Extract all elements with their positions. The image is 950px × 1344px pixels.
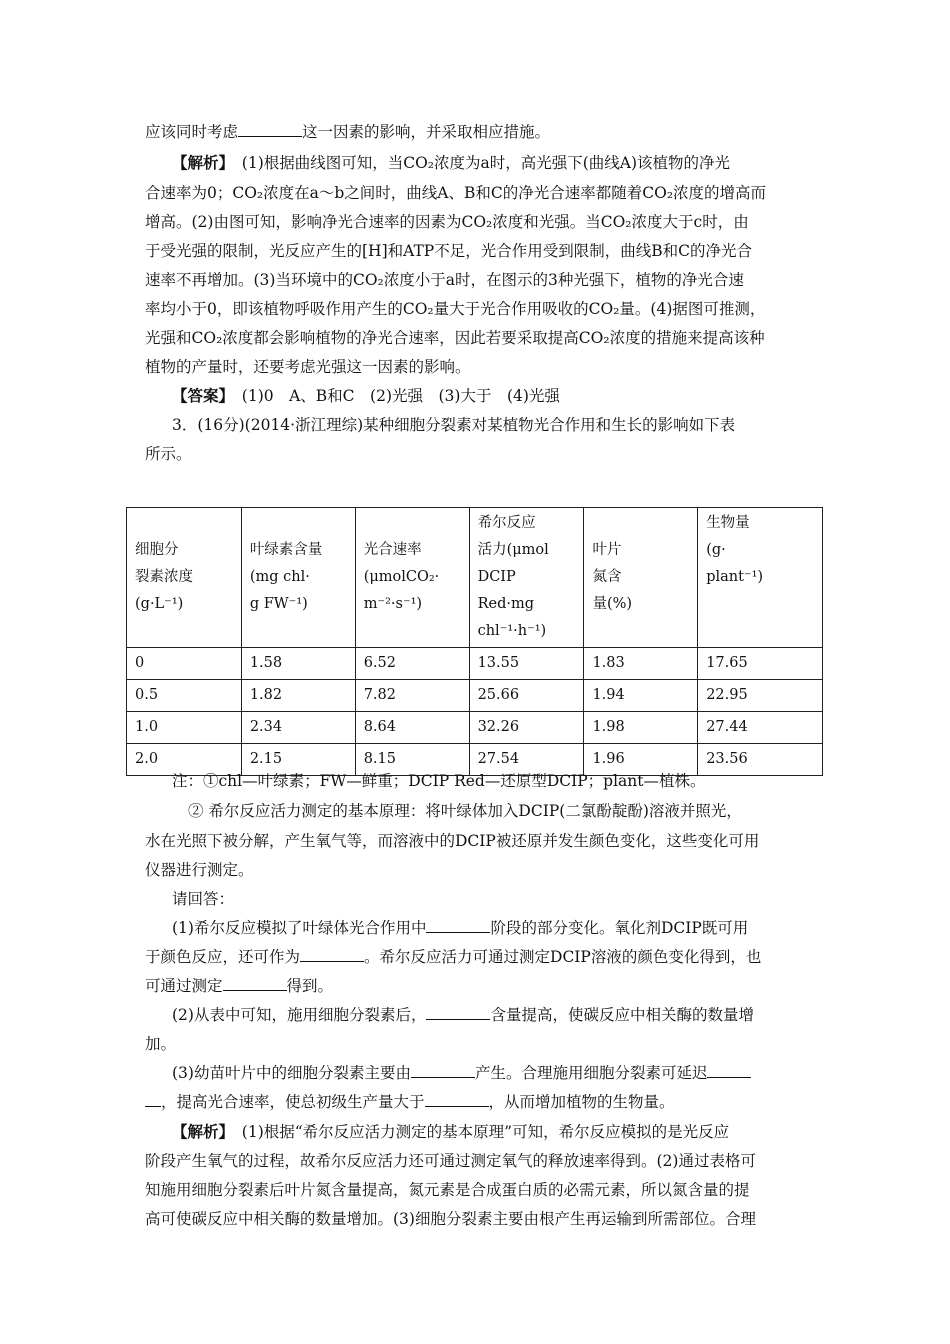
table-cell: 1.82 — [241, 680, 355, 712]
q1-line-2 — [145, 947, 805, 967]
analysis1-text: (1)根据曲线图可知，当CO₂浓度为a时，高光强下(曲线A)该植物的净光 — [241, 154, 731, 172]
table-cell: 32.26 — [469, 712, 584, 744]
question3-line-1: 3．(16分)(2014·浙江理综)某种细胞分裂素对某植物光合作用和生长的影响如下表 — [172, 416, 736, 434]
table-cell: 1.83 — [584, 648, 698, 680]
answer-blank — [223, 976, 287, 991]
header-text: 裂素浓度 — [135, 569, 193, 585]
q1-line-1 — [172, 918, 832, 938]
table-cell: 1.58 — [241, 648, 355, 680]
q3-text: 产生。合理施用细胞分裂素可延迟 — [474, 1064, 708, 1082]
q1-text: 。希尔反应活力可通过测定DCIP溶液的颜色变化得到，也 — [364, 948, 762, 966]
table-cell: 7.82 — [355, 680, 469, 712]
q3-line-2 — [145, 1092, 805, 1112]
answer-blank — [411, 1063, 475, 1078]
intro-line — [145, 122, 805, 142]
table-cell: 2.15 — [241, 744, 355, 776]
header-text: plant⁻¹) — [706, 569, 764, 585]
q1-line-3 — [145, 976, 805, 996]
header-biomass — [698, 508, 823, 648]
header-text: 希尔反应 — [477, 515, 536, 531]
analysis1-line-7: 光强和CO₂浓度都会影响植物的净光合速率，因此若要采取提高CO₂浓度的措施来提高该种 — [145, 329, 765, 347]
intro-text-1: 应该同时考虑 — [145, 123, 239, 141]
analysis1-line-8: 植物的产量时，还要考虑光强这一因素的影响。 — [145, 358, 471, 376]
q2-line-1 — [172, 1005, 832, 1025]
table-cell: 1.96 — [584, 744, 698, 776]
q1-text: 阶段的部分变化。氧化剂DCIP既可用 — [490, 919, 749, 937]
header-text: 生物量 — [706, 515, 750, 531]
header-concentration — [127, 508, 242, 648]
header-nitrogen — [584, 508, 698, 648]
header-photosynthesis-rate — [355, 508, 469, 648]
answer-blank — [426, 1005, 490, 1020]
header-text: 氮含 — [592, 569, 622, 585]
header-text: Red·mg — [477, 596, 534, 612]
table-cell: 1.94 — [584, 680, 698, 712]
table-cell: 22.95 — [698, 680, 823, 712]
table-cell: 6.52 — [355, 648, 469, 680]
analysis2-line-1 — [172, 1122, 832, 1142]
analysis1-line-5: 速率不再增加。(3)当环境中的CO₂浓度小于a时，在图示的3种光强下，植物的净光合速 — [145, 271, 744, 289]
header-text: g FW⁻¹) — [249, 596, 308, 612]
header-text: 量(%) — [592, 596, 633, 612]
answer1-line — [172, 386, 832, 406]
header-text: chl⁻¹·h⁻¹) — [477, 623, 547, 639]
q2-line-2: 加。 — [145, 1035, 177, 1053]
note-line-3: 水在光照下被分解，产生氧气等，而溶液中的DCIP被还原并发生颜色变化，这些变化可用 — [145, 832, 760, 850]
header-text: 活力(μmol — [477, 542, 549, 558]
answer-blank — [238, 122, 302, 137]
header-text: m⁻²·s⁻¹) — [363, 596, 423, 612]
table-cell: 0 — [127, 648, 242, 680]
header-chlorophyll — [241, 508, 355, 648]
q3-text: (3)幼苗叶片中的细胞分裂素主要由 — [172, 1064, 411, 1082]
answer-blank — [426, 918, 490, 933]
q1-text: 可通过测定 — [145, 977, 223, 995]
header-text: (g· — [706, 542, 726, 558]
table-cell: 25.66 — [469, 680, 584, 712]
note-line-4: 仪器进行测定。 — [145, 861, 254, 879]
table-cell: 0.5 — [127, 680, 242, 712]
prompt-line: 请回答： — [172, 890, 235, 908]
table-cell: 1.0 — [127, 712, 242, 744]
q3-text: ，从而增加植物的生物量。 — [488, 1093, 675, 1111]
table-cell: 27.54 — [469, 744, 584, 776]
table-cell: 8.64 — [355, 712, 469, 744]
table-cell: 27.44 — [698, 712, 823, 744]
table-row — [127, 680, 823, 712]
table-cell: 23.56 — [698, 744, 823, 776]
table-cell: 1.98 — [584, 712, 698, 744]
analysis2-text: (1)根据“希尔反应活力测定的基本原理”可知，希尔反应模拟的是光反应 — [241, 1123, 730, 1141]
analysis2-line-4: 高可使碳反应中相关酶的数量增加。(3)细胞分裂素主要由根产生再运输到所需部位。合理 — [145, 1210, 756, 1228]
header-text: (g·L⁻¹) — [135, 596, 184, 612]
header-text: (μmolCO₂· — [363, 569, 440, 585]
analysis1-line-6: 率均小于0，即该植物呼吸作用产生的CO₂量大于光合作用吸收的CO₂量。(4)据图可推测， — [145, 300, 766, 318]
q1-text: 得到。 — [286, 977, 334, 995]
analysis-tag: 【解析】 — [172, 1122, 227, 1141]
question3-line-2: 所示。 — [145, 445, 192, 463]
analysis2-line-2: 阶段产生氧气的过程，故希尔反应活力还可通过测定氧气的释放速率得到。(2)通过表格可 — [145, 1152, 756, 1170]
header-text: 光合速率 — [363, 542, 422, 558]
analysis1-line-3: 增高。(2)由图可知，影响净光合速率的因素为CO₂浓度和光强。当CO₂浓度大于c时，由 — [145, 213, 749, 231]
analysis1-line-1 — [172, 153, 832, 173]
answer-blank — [300, 947, 364, 962]
answer1-text: (1)0 A、B和C (2)光强 (3)大于 (4)光强 — [241, 387, 560, 405]
q1-text: 于颜色反应，还可作为 — [145, 948, 301, 966]
data-table — [126, 507, 823, 776]
header-text: 细胞分 — [135, 542, 179, 558]
header-text: 叶片 — [592, 542, 622, 558]
header-hill-activity — [469, 508, 584, 648]
q2-text: 含量提高，使碳反应中相关酶的数量增 — [490, 1006, 754, 1024]
answer-blank — [425, 1092, 489, 1107]
analysis-tag: 【解析】 — [172, 153, 227, 172]
table-row — [127, 712, 823, 744]
q3-text: ，提高光合速率，使总初级生产量大于 — [161, 1093, 425, 1111]
table-cell: 2.0 — [127, 744, 242, 776]
table-cell: 17.65 — [698, 648, 823, 680]
intro-text-2: 这一因素的影响，并采取相应措施。 — [302, 123, 551, 141]
answer-blank — [707, 1063, 751, 1078]
header-text: 叶绿素含量 — [249, 542, 323, 558]
analysis1-line-2: 合速率为0；CO₂浓度在a～b之间时，曲线A、B和C的净光合速率都随着CO₂浓度的增高而 — [145, 184, 767, 202]
table-cell: 2.34 — [241, 712, 355, 744]
table-cell: 8.15 — [355, 744, 469, 776]
table-row — [127, 648, 823, 680]
analysis1-line-4: 于受光强的限制，光反应产生的[H]和ATP不足，光合作用受到限制，曲线B和C的净光合 — [145, 242, 752, 260]
q1-text: (1)希尔反应模拟了叶绿体光合作用中 — [172, 919, 427, 937]
q3-line-1 — [172, 1063, 832, 1083]
header-text: (mg chl· — [249, 569, 310, 585]
q2-text: (2)从表中可知，施用细胞分裂素后， — [172, 1006, 427, 1024]
note-line-1: 注：①chl—叶绿素；FW—鲜重；DCIP Red—还原型DCIP；plant—植株。 — [172, 772, 706, 790]
answer-blank — [145, 1092, 161, 1107]
table-cell: 13.55 — [469, 648, 584, 680]
note-line-2: ② 希尔反应活力测定的基本原理：将叶绿体加入DCIP(二氯酚靛酚)溶液并照光， — [188, 802, 742, 820]
table-header-row — [127, 508, 823, 648]
answer-tag: 【答案】 — [172, 386, 227, 405]
analysis2-line-3: 知施用细胞分裂素后叶片氮含量提高，氮元素是合成蛋白质的必需元素，所以氮含量的提 — [145, 1181, 750, 1199]
header-text: DCIP — [477, 569, 516, 585]
